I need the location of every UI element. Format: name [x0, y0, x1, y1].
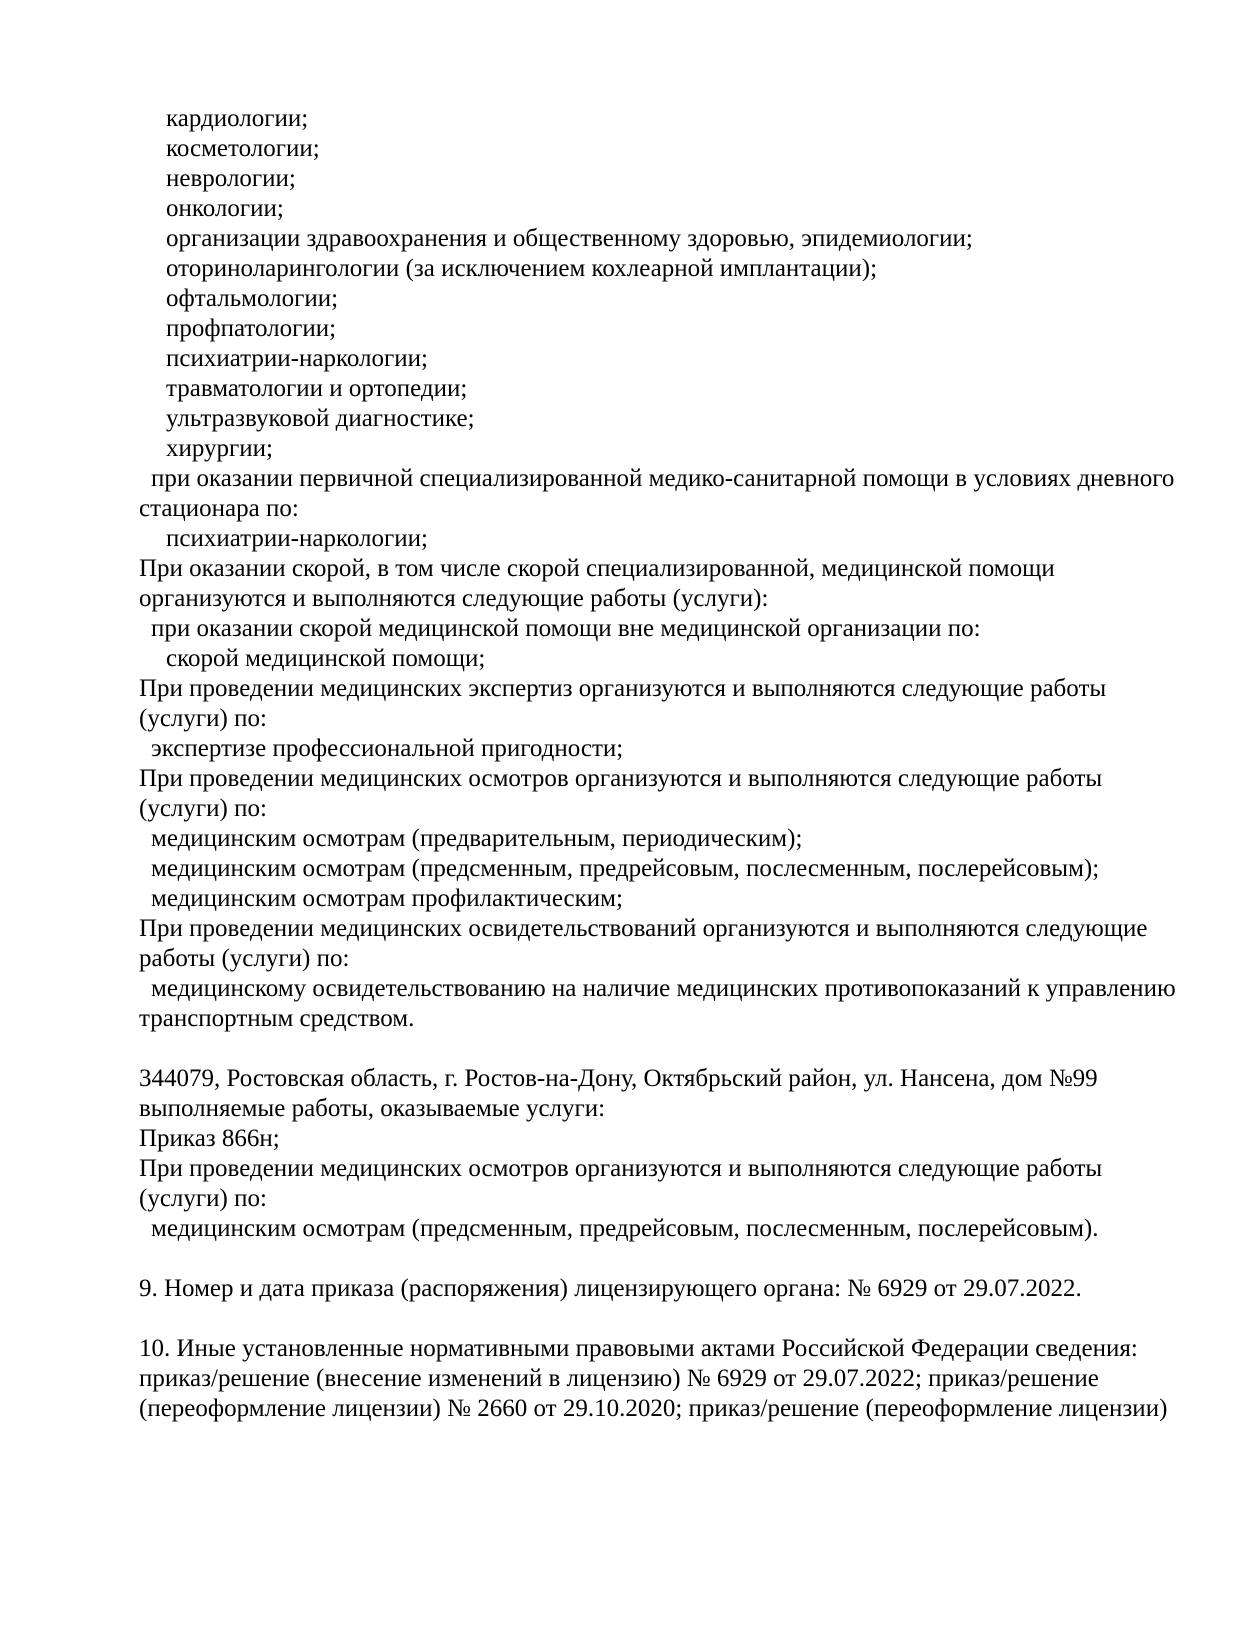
- text-line: медицинским осмотрам (предварительным, периодическим);: [151, 825, 803, 852]
- text-line: При проведении медицинских осмотров организуются и выполняются следующие работы: [139, 765, 1103, 792]
- blank-line: [139, 1034, 1129, 1064]
- text-line: выполняемые работы, оказываемые услуги:: [139, 1095, 606, 1122]
- text-line: при оказании первичной специализированной медико-санитарной помощи в условиях дневного: [151, 465, 1175, 492]
- text-line: онкологии;: [166, 195, 284, 222]
- document-body: [139, 104, 1176, 1424]
- text-line: (услуги) по:: [139, 705, 267, 732]
- text-line: неврологии;: [166, 165, 296, 192]
- text-line: При проведении медицинских осмотров организуются и выполняются следующие работы: [139, 1155, 1103, 1182]
- text-line: косметологии;: [166, 135, 320, 162]
- text-line: (услуги) по:: [139, 795, 267, 822]
- text-line: медицинским осмотрам (предсменным, предрейсовым, послесменным, послерейсовым);: [151, 855, 1100, 882]
- text-line: медицинским осмотрам (предсменным, предрейсовым, послесменным, послерейсовым).: [151, 1215, 1099, 1242]
- text-line: медицинским осмотрам профилактическим;: [151, 885, 623, 912]
- text-line: профпатологии;: [166, 315, 337, 342]
- text-line: приказ/решение (внесение изменений в лицензию) № 6929 от 29.07.2022; приказ/решение: [139, 1365, 1099, 1392]
- text-line: стационара по:: [139, 495, 299, 522]
- text-line: офтальмологии;: [166, 285, 339, 312]
- text-line: 9. Номер и дата приказа (распоряжения) лицензирующего органа: № 6929 от 29.07.2022.: [139, 1275, 1082, 1302]
- text-line: хирургии;: [166, 435, 274, 462]
- text-line: ультразвуковой диагностике;: [166, 405, 475, 432]
- text-line: 10. Иные установленные нормативными правовыми актами Российской Федерации сведения:: [139, 1335, 1138, 1362]
- text-line: При проведении медицинских экспертиз организуются и выполняются следующие работы: [139, 675, 1107, 702]
- text-line: организуются и выполняются следующие работы (услуги):: [139, 585, 769, 612]
- text-line: при оказании скорой медицинской помощи вне медицинской организации по:: [151, 615, 981, 642]
- text-line: психиатрии-наркологии;: [166, 345, 428, 372]
- text-line: При проведении медицинских освидетельствований организуются и выполняются следующие: [139, 915, 1148, 942]
- blank-line: [139, 1244, 1129, 1274]
- blank-line: [139, 1304, 1129, 1334]
- text-line: организации здравоохранения и общественному здоровью, эпидемиологии;: [166, 225, 973, 252]
- text-line: работы (услуги) по:: [139, 945, 350, 972]
- text-line: медицинскому освидетельствованию на наличие медицинских противопоказаний к управлению: [151, 975, 1176, 1002]
- text-line: психиатрии-наркологии;: [166, 525, 428, 552]
- text-line: травматологии и ортопедии;: [166, 375, 468, 402]
- text-line: экспертизе профессиональной пригодности;: [151, 735, 624, 762]
- text-line: При оказании скорой, в том числе скорой специализированной, медицинской помощи: [139, 555, 1055, 582]
- text-line: (услуги) по:: [139, 1185, 267, 1212]
- text-line: транспортным средством.: [139, 1005, 415, 1032]
- text-line: Приказ 866н;: [139, 1125, 280, 1152]
- text-line: (переоформление лицензии) № 2660 от 29.10.2020; приказ/решение (переоформление лицензии): [139, 1395, 1168, 1422]
- text-line: 344079, Ростовская область, г. Ростов-на-Дону, Октябрьский район, ул. Нансена, дом №99: [139, 1065, 1098, 1092]
- text-line: скорой медицинской помощи;: [166, 645, 486, 672]
- text-line: оториноларингологии (за исключением кохлеарной имплантации);: [166, 255, 878, 282]
- text-line: кардиологии;: [166, 105, 309, 132]
